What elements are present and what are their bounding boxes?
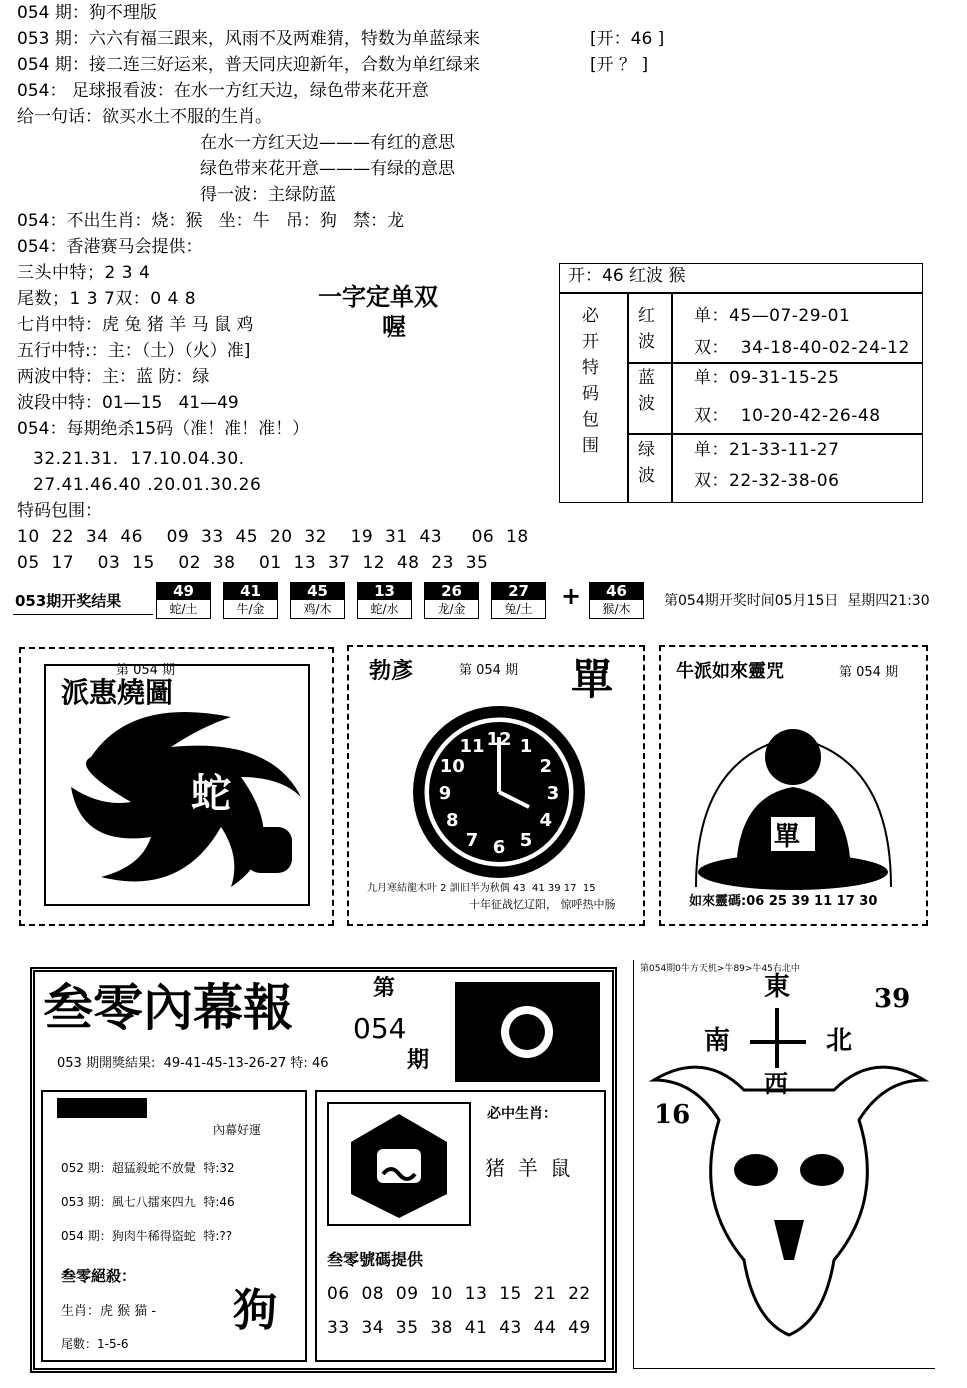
ball-tag: 牛/金 (223, 600, 278, 619)
bull-skull-graphic (644, 1020, 929, 1340)
ball-number: 13 (357, 582, 412, 600)
masthead-image (455, 982, 600, 1082)
panel2-issue: 第 054 期 (459, 663, 519, 678)
table-divider (627, 433, 923, 435)
newspaper-result-line: 053 期開獎結果: 49-41-45-13-26-27 特: 46 (57, 1056, 329, 1071)
panel1-title: 派惠燒圖 (61, 676, 174, 709)
table-divider (627, 362, 923, 364)
issue-line-3-result: [开 ？ ] (590, 55, 649, 75)
clock-numeral: 8 (445, 810, 459, 831)
result-ball (357, 582, 412, 620)
issue-number: 054 (353, 1012, 407, 1045)
panel3-bottom: 如來靈碼:06 25 39 11 17 30 (689, 894, 878, 909)
five-element-line: 五行中特:：主：（土）（火）准] (17, 341, 251, 361)
ball-number: 45 (290, 582, 345, 600)
direction-east: 東 (764, 972, 791, 1002)
clock-numeral: 2 (539, 756, 553, 777)
result-ball (223, 582, 278, 620)
ball-tag: 鸡/木 (290, 600, 345, 619)
skull-header: 第054期0牛方天机>牛89>牛45右北中 (640, 964, 800, 974)
panel2-title: 勃彥 (369, 659, 414, 684)
ball-tag: 猴/木 (589, 600, 644, 619)
must-zodiac-label: 必中生肖： (487, 1106, 557, 1122)
clock-numeral: 7 (465, 829, 479, 851)
direction-south: 南 (704, 1026, 731, 1056)
inside-luck-box (41, 1090, 307, 1362)
newspaper-panel (30, 967, 617, 1373)
next-draw-time: 第054期开奖时间05月15日 星期四21:30 (664, 593, 930, 609)
must-zodiacs: 猪 羊 鼠 (485, 1156, 571, 1180)
ball-number: 26 (424, 582, 479, 600)
newspaper-title: 叁零內幕報 (43, 978, 293, 1037)
table-divider (627, 293, 629, 502)
blue-single: 单：09-31-15-25 (694, 368, 840, 388)
clock-numeral: 5 (519, 829, 533, 851)
clock-numeral: 1 (519, 736, 533, 758)
ball-tag: 兔/土 (491, 600, 546, 619)
kill-15-line: 054：每期绝杀15码（准！准！准！） (17, 419, 310, 439)
special-cover-row-2: 05 17 03 15 02 38 01 13 37 12 48 23 35 (17, 553, 489, 573)
left-header: 內幕好運 (213, 1123, 262, 1137)
kill-tail: 尾數：1-5-6 (61, 1337, 129, 1351)
history-line: 054 期：狗肉牛稀得盜蛇 特:?? (61, 1229, 233, 1243)
issue-line-2: 053 期：六六有福三跟来，风雨不及两难猜，特数为单蓝绿来 (17, 29, 480, 49)
ball-number: 49 (156, 582, 211, 600)
no-zodiac-line: 054：不出生肖：烧：猴 坐：牛 吊：狗 禁：龙 (17, 211, 405, 231)
ball-number: 46 (589, 582, 644, 600)
hint-wave: 得一波：主绿防蓝 (200, 185, 336, 205)
panel-buddha (659, 645, 928, 926)
big-zodiac-char: 狗 (233, 1285, 277, 1336)
special-ball (589, 582, 644, 620)
panel-burning-map (19, 647, 334, 926)
wave-green-1: 绿 (638, 440, 655, 460)
results-underline (13, 614, 153, 615)
svg-text:蛇: 蛇 (191, 770, 231, 817)
table-header: 开：46 红波 猴 (568, 266, 686, 286)
history-line: 053 期：風七八擂來四九 特:46 (61, 1195, 235, 1209)
cross-bar (775, 1008, 779, 1068)
skull-panel (633, 960, 935, 1369)
clock-numeral: 10 (439, 756, 465, 777)
special-cover-row-1: 10 22 34 46 09 33 45 20 32 19 31 43 06 18 (17, 527, 529, 547)
clock-numeral: 9 (438, 783, 452, 804)
buddha-graphic (676, 687, 911, 892)
direction-north: 北 (826, 1026, 853, 1056)
history-line: 052 期：超猛殺蛇不放覺 特:32 (61, 1161, 235, 1175)
wave-band-line: 波段中特：01—15 41—49 (17, 393, 239, 413)
panel3-issue: 第 054 期 (839, 665, 899, 680)
kill-zodiac: 生肖：虎 猴 猫 - (61, 1304, 157, 1319)
logo-box (327, 1102, 471, 1226)
tail-line: 尾数；1 3 7双：0 4 8 (17, 289, 197, 309)
hint-red: 在水一方红天边———有红的意思 (200, 133, 455, 153)
svg-text:單: 單 (774, 822, 801, 852)
two-wave-line: 两波中特：主：蓝 防：绿 (17, 367, 210, 387)
blue-double: 双： 10-20-42-26-48 (694, 406, 881, 426)
wave-blue-1: 蓝 (638, 368, 655, 388)
issue-line-3: 054 期：接二连三好运来，普天同庆迎新年，合数为单红绿来 (17, 55, 480, 75)
ball-tag: 蛇/水 (357, 600, 412, 619)
number-top-right: 39 (874, 984, 911, 1014)
wave-green-2: 波 (638, 466, 655, 486)
hint-green: 绿色带来花开意———有绿的意思 (200, 159, 455, 179)
three-head-line: 三头中特；2 3 4 (17, 263, 151, 283)
issue-line-1: 054 期：狗不理版 (17, 3, 157, 23)
panel2-caption-1: 九月寒結龍木叶 2 訓旧半为秋偶 43 41 39 17 15 (367, 883, 596, 894)
red-single: 单：45—07-29-01 (694, 306, 851, 326)
table-divider (559, 292, 923, 294)
ball-number: 27 (491, 582, 546, 600)
clock-numeral: 11 (459, 736, 485, 758)
result-ball (156, 582, 211, 620)
issue-label-top: 第 (373, 976, 396, 1001)
slogan-sub: 喔 (382, 313, 406, 341)
issue-line-2-result: [开：46 ] (590, 29, 665, 49)
issue-label-bottom: 期 (407, 1048, 430, 1073)
plus-sign: + (561, 582, 582, 610)
green-single: 单：21-33-11-27 (694, 440, 840, 460)
direction-west: 西 (764, 1069, 788, 1098)
seven-zodiac-line: 七肖中特：虎 兔 猪 羊 马 鼠 鸡 (17, 315, 254, 335)
left-header-bar (57, 1098, 147, 1118)
codes-row-2: 33 34 35 38 41 43 44 49 (327, 1318, 591, 1338)
clock-numeral: 12 (486, 729, 512, 750)
clock-graphic (409, 702, 589, 882)
codes-row-1: 06 08 09 10 13 15 21 22 (327, 1284, 591, 1304)
clock-numeral: 6 (492, 837, 506, 858)
number-left: 16 (654, 1100, 691, 1130)
kill-numbers-2: 27.41.46.40 .20.01.30.26 (33, 475, 262, 495)
hexagon-logo (329, 1104, 469, 1224)
wave-red-1: 红 (638, 306, 655, 326)
jockey-line: 054：香港赛马会提供： (17, 237, 203, 257)
panel3-title: 牛派如來靈咒 (676, 661, 784, 682)
table-divider (671, 293, 673, 502)
clock-numeral: 4 (539, 810, 553, 831)
panel1-issue: 第 054 期 (116, 663, 176, 678)
ball-tag: 蛇/土 (156, 600, 211, 619)
wave-blue-2: 波 (638, 394, 655, 414)
results-label: 053期开奖结果 (15, 592, 122, 610)
clock-numeral: 3 (546, 783, 560, 804)
result-ball (424, 582, 479, 620)
ball-tag: 龙/金 (424, 600, 479, 619)
slogan-single-double: 一字定单双 (318, 283, 438, 311)
green-double: 双：22-32-38-06 (694, 471, 840, 491)
panel2-big: 單 (571, 655, 614, 704)
special-cover-label: 特码包围： (17, 501, 102, 521)
result-ball (491, 582, 546, 620)
hint-line: 给一句话：欲买水土不服的生肖。 (17, 107, 272, 127)
kill-title: 叁零絕殺： (61, 1267, 137, 1285)
panel2-caption-2: 十年征战忆辽阳， 惊呼热中肠 (469, 898, 616, 911)
must-zodiac-box (315, 1090, 606, 1362)
red-double: 双： 34-18-40-02-24-12 (694, 338, 910, 358)
wave-red-2: 波 (638, 332, 655, 352)
result-ball (290, 582, 345, 620)
ball-number: 41 (223, 582, 278, 600)
panel-clock (347, 645, 645, 926)
football-line: 054： 足球报看波：在水一方红天边，绿色带来花开意 (17, 81, 429, 101)
kill-numbers-1: 32.21.31. 17.10.04.30. (33, 449, 245, 469)
codes-label: 叁零號碼提供 (327, 1250, 424, 1269)
